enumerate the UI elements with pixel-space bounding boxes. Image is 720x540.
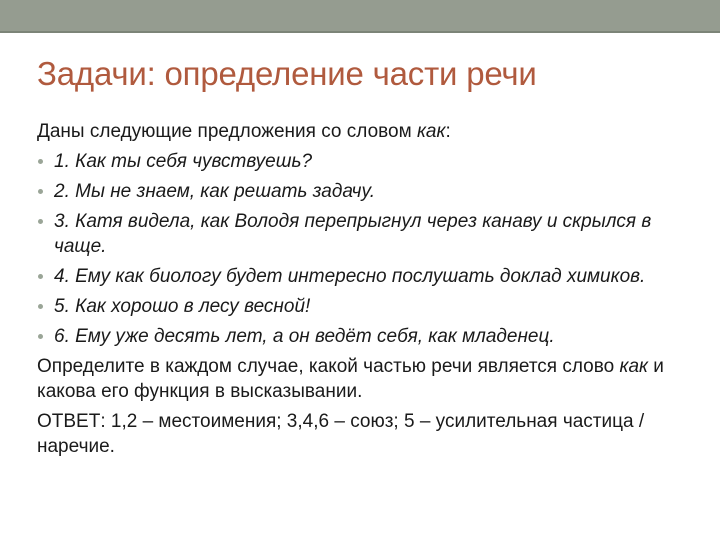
task-word: как — [619, 356, 648, 377]
sentence-list — [37, 149, 697, 349]
top-decor-line — [0, 31, 720, 33]
intro-prefix: Даны следующие предложения со словом — [37, 121, 417, 142]
top-decor-bar — [0, 0, 720, 31]
sentence-item: 1. Как ты себя чувствуешь? — [37, 149, 697, 174]
task-prefix: Определите в каждом случае, какой частью речи является слово — [37, 356, 620, 377]
answer-paragraph: ОТВЕТ: 1,2 – местоимения; 3,4,6 – союз; 5 – усилительная частица / наречие. — [37, 411, 645, 457]
sentence-item: 4. Ему как биологу будет интересно послушать доклад химиков. — [37, 264, 697, 289]
intro-paragraph — [37, 119, 697, 144]
sentence-item: 6. Ему уже десять лет, а он ведёт себя, как младенец. — [37, 324, 697, 349]
intro-word: как — [416, 121, 446, 142]
sentence-item: 5. Как хорошо в лесу весной! — [37, 294, 697, 319]
sentence-item: 2. Мы не знаем, как решать задачу. — [37, 179, 697, 204]
task-paragraph — [37, 354, 697, 404]
task-suffix: и какова его функция в высказывании. — [37, 356, 664, 402]
slide-content — [37, 119, 697, 459]
intro-suffix: : — [445, 121, 451, 142]
sentence-item: 3. Катя видела, как Володя перепрыгнул через канаву и скрылся в чаще. — [37, 209, 697, 259]
slide-title: Задачи: определение части речи — [37, 55, 537, 92]
